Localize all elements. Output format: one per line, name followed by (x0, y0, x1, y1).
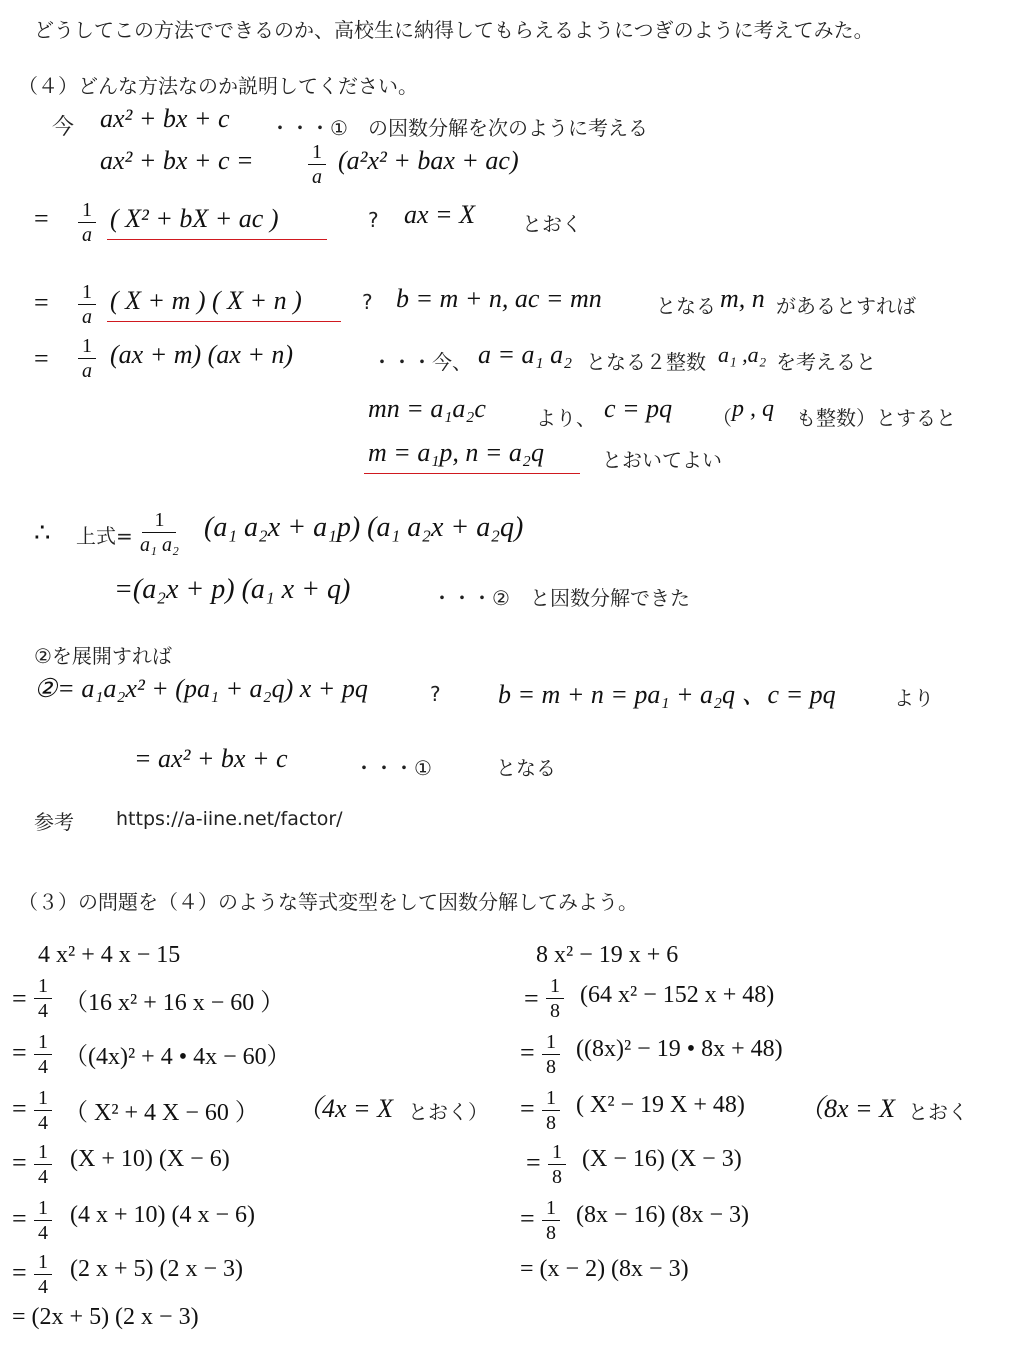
fraction-numerator: 1 (548, 1140, 566, 1165)
fraction-denominator: a₁ a₂ (140, 534, 179, 556)
fraction-numerator: 1 (34, 1250, 52, 1275)
left-eq-4: = (12, 1148, 27, 1177)
left-l3-text: とおく） (408, 1100, 488, 1124)
fraction-numerator: 1 (34, 1140, 52, 1165)
right-fraction-1 (546, 974, 564, 1023)
right-fraction-4 (548, 1140, 566, 1189)
l10-text: ②を展開すれば (34, 644, 172, 668)
l5-text2: となる２整数 (586, 350, 706, 374)
left-fraction-6 (34, 1250, 52, 1299)
left-eq-2: = (12, 1038, 27, 1067)
l5-vars: a₁ ,a₂ (718, 342, 767, 367)
right-l3-text: とおく (908, 1100, 968, 1124)
fraction-numerator: 1 (78, 280, 96, 305)
left-eq-1: = (12, 984, 27, 1013)
fraction-numerator: 1 (34, 974, 52, 999)
right-l3: ( X² − 19 X + 48) (576, 1092, 745, 1118)
left-l2: （(4x)² + 4 • 4x − 60） (64, 1044, 291, 1070)
l3-equals: = (34, 204, 49, 233)
l1-text: の因数分解を次のように考える (368, 116, 648, 140)
fraction-denominator: 8 (550, 1000, 560, 1022)
l12-expression: = ax² + bx + c (134, 744, 288, 773)
l4-condition: b = m + n, ac = mn (396, 284, 602, 313)
fraction-denominator: 8 (546, 1222, 556, 1244)
l1-mark: ・・・① (270, 116, 348, 140)
right-l4: (X − 16) (X − 3) (582, 1146, 742, 1172)
l4-question: ? (362, 290, 373, 314)
l3-expression: ( X² + bX + ac ) (110, 204, 279, 233)
left-l7: = (2x + 5) (2 x − 3) (12, 1304, 199, 1330)
l6-text2: （ (712, 406, 732, 430)
fraction-numerator: 1 (34, 1196, 52, 1221)
right-eq-3: = (520, 1094, 535, 1123)
l3-question: ? (368, 208, 379, 232)
right-eq-4: = (526, 1148, 541, 1177)
right-eq-2: = (520, 1038, 535, 1067)
l4-mn: m, n (720, 284, 765, 313)
fraction-denominator: a (82, 306, 92, 328)
fraction-numerator: 1 (542, 1196, 560, 1221)
fraction-denominator: 8 (552, 1166, 562, 1188)
l11-expression: ②= a₁a₂x² + (pa₁ + a₂q) x + pq (34, 674, 368, 703)
left-eq-5: = (12, 1204, 27, 1233)
l6-text3: も整数）とすると (796, 406, 956, 430)
fraction-numerator: 1 (546, 974, 564, 999)
left-l6: (2 x + 5) (2 x − 3) (70, 1256, 244, 1282)
fraction-numerator: 1 (308, 140, 326, 165)
l3-text: とおく (522, 212, 582, 236)
l4-text2: があるとすれば (776, 294, 916, 318)
reference-link[interactable]: https://a-iine.net/factor/ (116, 808, 343, 830)
right-l0: 8 x² − 19 x + 6 (536, 942, 679, 968)
right-eq-5: = (520, 1204, 535, 1233)
l2-lhs: ax² + bx + c = (100, 146, 254, 175)
right-fraction-3 (542, 1086, 560, 1135)
l7-expression: m = a₁p, n = a₂q (368, 438, 544, 467)
fraction-denominator: 4 (38, 1000, 48, 1022)
left-fraction-1 (34, 974, 52, 1023)
left-fraction-5 (34, 1196, 52, 1245)
l2-rhs: (a²x² + bax + ac) (338, 146, 519, 175)
therefore-symbol: ∴ (34, 518, 51, 547)
l3-red-underline (107, 239, 327, 240)
l5-fraction (78, 334, 96, 383)
l4-expression: ( X + m ) ( X + n ) (110, 286, 302, 315)
fraction-numerator: 1 (542, 1086, 560, 1111)
right-l6: = (x − 2) (8x − 3) (520, 1256, 689, 1282)
left-fraction-4 (34, 1140, 52, 1189)
right-l2: ((8x)² − 19 • 8x + 48) (576, 1036, 783, 1062)
fraction-numerator: 1 (78, 198, 96, 223)
right-fraction-2 (542, 1030, 560, 1079)
l12-text: となる (496, 756, 556, 780)
fraction-numerator: 1 (142, 508, 176, 533)
l11-question: ? (430, 682, 441, 706)
l5-condition: a = a₁ a₂ (478, 340, 573, 369)
l4-fraction (78, 280, 96, 329)
left-l1: （16 x² + 16 x − 60 ） (64, 990, 285, 1016)
l6-text1: より、 (536, 406, 596, 430)
right-l3-set: （8x = X (798, 1094, 895, 1123)
reference-label: 参考 (34, 810, 74, 834)
fraction-denominator: a (82, 224, 92, 246)
intro-text: どうしてこの方法でできるのか、高校生に納得してもらえるようにつぎのように考えてみた。 (34, 18, 874, 42)
l9-text: と因数分解できた (530, 586, 690, 610)
l5-expression: (ax + m) (ax + n) (110, 340, 294, 369)
fraction-denominator: 4 (38, 1222, 48, 1244)
fraction-numerator: 1 (34, 1086, 52, 1111)
l6-expression: mn = a₁a₂c (368, 394, 486, 423)
left-l5: (4 x + 10) (4 x − 6) (70, 1202, 256, 1228)
l7-red-underline (364, 473, 580, 474)
section3-heading: （３）の問題を（４）のような等式変型をして因数分解してみよう。 (18, 890, 638, 914)
l3-fraction (78, 198, 96, 247)
fraction-numerator: 1 (78, 334, 96, 359)
l4-equals: = (34, 288, 49, 317)
l1-expression: ax² + bx + c (100, 104, 230, 133)
left-l0: 4 x² + 4 x − 15 (38, 942, 181, 968)
right-l5: (8x − 16) (8x − 3) (576, 1202, 750, 1228)
fraction-denominator: 4 (38, 1276, 48, 1298)
l9-expression: =(a₂x + p) (a₁ x + q) (114, 574, 351, 605)
left-eq-6: = (12, 1258, 27, 1287)
l8-expression: (a₁ a₂x + a₁p) (a₁ a₂x + a₂q) (204, 512, 524, 543)
fraction-denominator: a (82, 360, 92, 382)
left-eq-3: = (12, 1094, 27, 1123)
fraction-denominator: a (312, 166, 322, 188)
left-fraction-2 (34, 1030, 52, 1079)
l11-text: より (894, 686, 934, 710)
fraction-denominator: 8 (546, 1112, 556, 1134)
l6-pq: p , q (732, 396, 774, 422)
l5-text3: を考えると (776, 350, 876, 374)
l8-fraction (140, 508, 179, 557)
l6-expression2: c = pq (604, 394, 673, 423)
l5-equals: = (34, 344, 49, 373)
l11-condition: b = m + n = pa₁ + a₂q 、c = pq (498, 680, 836, 709)
right-l1: (64 x² − 152 x + 48) (580, 982, 775, 1008)
fraction-numerator: 1 (542, 1030, 560, 1055)
ima-label: 今 (52, 115, 75, 140)
l3-substitution: ax = X (404, 200, 475, 229)
l9-mark: ・・・② (432, 586, 510, 610)
l4-red-underline (107, 321, 341, 322)
l8-label: 上式= (76, 524, 133, 548)
right-eq-1: = (524, 984, 539, 1013)
right-fraction-5 (542, 1196, 560, 1245)
left-l3: （ X² + 4 X − 60 ） (64, 1100, 259, 1126)
fraction-denominator: 4 (38, 1112, 48, 1134)
fraction-denominator: 8 (546, 1056, 556, 1078)
fraction-denominator: 4 (38, 1056, 48, 1078)
fraction-numerator: 1 (34, 1030, 52, 1055)
fraction-denominator: 4 (38, 1166, 48, 1188)
left-l4: (X + 10) (X − 6) (70, 1146, 230, 1172)
l12-mark: ・・・① (354, 756, 432, 780)
l7-text: とおいてよい (602, 448, 722, 472)
section4-heading: （４）どんな方法なのか説明してください。 (18, 74, 418, 98)
l4-text1: となる (656, 294, 716, 318)
l2-fraction (308, 140, 326, 189)
left-l3-set: （4x = X (296, 1094, 393, 1123)
l5-text1: ・・・今、 (372, 350, 472, 374)
left-fraction-3 (34, 1086, 52, 1135)
